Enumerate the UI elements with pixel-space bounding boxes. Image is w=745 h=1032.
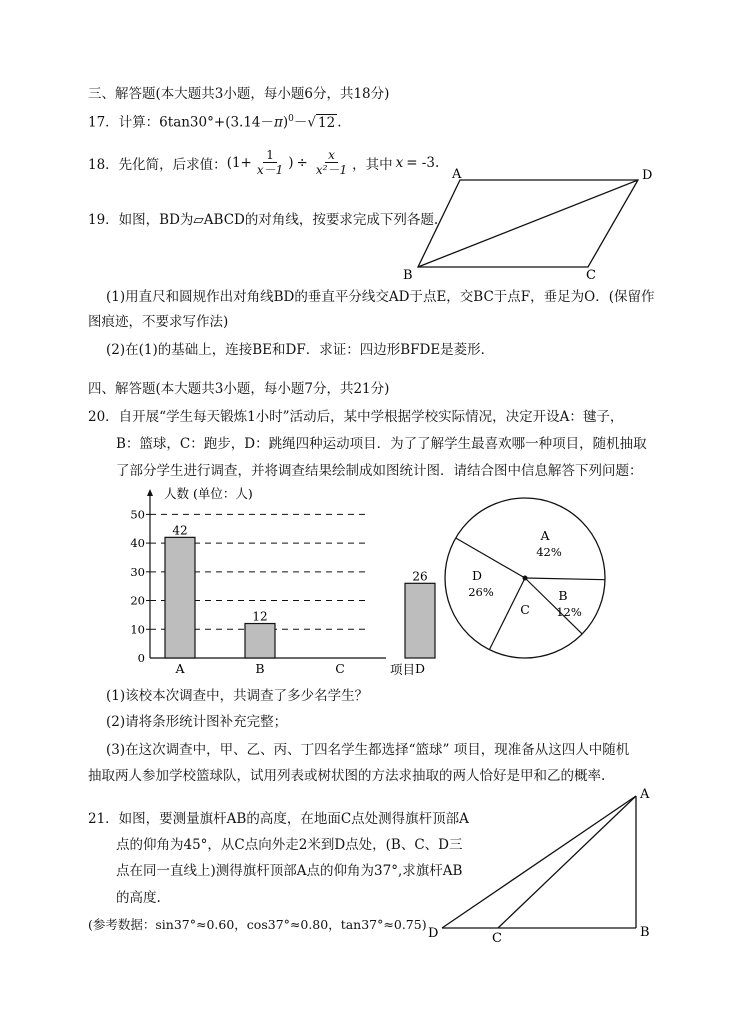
- q19-text: 19．如图，BD为▱ABCD的对角线，按要求完成下列各题.: [88, 212, 439, 228]
- line-da: [442, 796, 636, 928]
- pie-slice-percent-b: 12%: [556, 605, 582, 619]
- q21-line2: 点的仰角为45°，从C点向外走2米到D点处，(B、C、D三: [116, 837, 463, 853]
- pie-slice-label-c: C: [520, 602, 530, 617]
- q18-paren-open: (1+: [226, 154, 252, 171]
- q20-q2: (2)请将条形统计图补充完整；: [106, 714, 288, 730]
- y-tick-label: 30: [130, 564, 145, 579]
- q18-fraction-2: [313, 148, 350, 177]
- label-d: D: [642, 168, 653, 183]
- q17-sqrt: 12: [318, 114, 336, 131]
- q19-part1-line1: (1)用直尺和圆规作出对角线BD的垂直平分线交AD于点E，交BC于点F，垂足为O．(保留作: [106, 289, 655, 305]
- y-axis-title: 人数 (单位：人): [164, 486, 253, 501]
- parallelogram-figure: [390, 160, 670, 285]
- q17: [88, 110, 342, 132]
- label-a: A: [452, 167, 462, 182]
- q18-div: ÷: [296, 154, 308, 171]
- q20-line2: B：篮球，C：跑步，D：跳绳四种运动项目．为了了解学生最喜欢哪一种项目，随机抽取: [116, 436, 647, 452]
- x-tick-label: D: [414, 661, 426, 676]
- q18: [88, 148, 439, 177]
- q20-q1: (1)该校本次调查中，共调查了多少名学生？: [106, 688, 369, 704]
- line-ca: [498, 796, 636, 928]
- q17-paren: (3.14－: [225, 114, 275, 131]
- q18-fraction-1: [254, 148, 286, 177]
- bar-d: [405, 583, 435, 658]
- pie-slice-label-d: D: [471, 568, 483, 583]
- bar-chart: [120, 480, 428, 680]
- q17-paren-close: ): [282, 114, 289, 131]
- q18-frac1-num: 1: [263, 148, 277, 163]
- pie-slice-label-a: A: [540, 528, 550, 543]
- q20-line3: 了部分学生进行调查，并将调查结果绘制成如图统计图．请结合图中信息解答下列问题：: [116, 463, 643, 479]
- bar-value-label: 12: [252, 609, 268, 624]
- label-a: A: [640, 787, 650, 802]
- pie-boundary: [456, 538, 525, 578]
- bar-value-label: 26: [412, 569, 428, 584]
- q17-exp: 0: [288, 114, 294, 124]
- label-d: D: [428, 926, 439, 941]
- y-tick-label: 40: [130, 536, 145, 551]
- pie-chart: [440, 490, 615, 670]
- y-axis-arrow: [147, 489, 153, 496]
- q21-line3: 点在同一直线上)测得旗杆顶部A点的仰角为37°,求旗杆AB: [116, 863, 463, 879]
- q21-line4: 的高度.: [116, 890, 161, 906]
- label-b: B: [640, 925, 650, 940]
- q18-x-var: x: [395, 154, 404, 171]
- q21-line1: 21．如图，要测量旗杆AB的高度，在地面C点处测得旗杆顶部A: [88, 811, 469, 827]
- q17-end: .: [337, 114, 342, 131]
- q18-frac2-den: x²－1: [315, 163, 348, 177]
- section3-heading: 三、解答题(本大题共3小题，每小题6分，共18分): [88, 86, 390, 102]
- x-tick-label: C: [335, 661, 345, 676]
- label-c: C: [586, 268, 596, 283]
- pie-slice-percent-a: 42%: [536, 545, 562, 559]
- label-b: B: [403, 268, 413, 283]
- q18-suffix: ，其中: [352, 156, 393, 173]
- q18-prefix: 18．先化简，后求值：: [88, 156, 227, 173]
- y-tick-label: 20: [130, 593, 145, 608]
- q18-x-val: = -3.: [406, 154, 440, 171]
- q20-q3-line2: 抽取两人参加学校篮球队，试用列表或树状图的方法求抽取的两人恰好是甲和乙的概率.: [88, 768, 606, 784]
- q17-pi: π: [274, 114, 283, 131]
- bar-a: [165, 537, 195, 658]
- flagpole-figure: [420, 782, 660, 947]
- pie-boundary: [525, 578, 605, 580]
- bar-b: [245, 624, 275, 658]
- q17-text: 17．计算：6tan30°+: [88, 114, 226, 131]
- q18-frac2-num: x: [325, 148, 338, 163]
- q17-minus: －: [293, 114, 308, 131]
- q18-paren-close: ): [288, 154, 294, 171]
- x-tick-label: A: [175, 661, 185, 676]
- label-c: C: [492, 931, 502, 946]
- q19-part2: (2)在(1)的基础上，连接BE和DF．求证：四边形BFDE是菱形．: [106, 342, 495, 358]
- y-tick-label: 50: [130, 507, 145, 522]
- x-axis-title: 项目: [390, 662, 416, 677]
- bar-value-label: 42: [172, 523, 188, 538]
- diagonal-bd: [418, 180, 638, 267]
- q20-q3-line1: (3)在这次调查中，甲、乙、丙、丁四名学生都选择“篮球” 项目，现准备从这四人中随机: [106, 742, 630, 758]
- pie-slice-label-b: B: [558, 588, 568, 603]
- q18-frac1-den: x－1: [256, 163, 284, 177]
- sqrt-sign: √: [307, 114, 317, 131]
- q21-ref: (参考数据：sin37°≈0.60，cos37°≈0.80，tan37°≈0.75): [88, 917, 427, 932]
- section4-heading: 四、解答题(本大题共3小题，每小题7分，共21分): [88, 381, 390, 397]
- x-tick-label: B: [255, 661, 265, 676]
- pie-slice-percent-d: 26%: [468, 585, 494, 599]
- y-tick-label: 0: [137, 651, 145, 665]
- y-tick-label: 10: [130, 622, 145, 637]
- q19-part1-line2: 图痕迹，不要求写作法): [88, 314, 229, 330]
- q20-line1: 20．自开展“学生每天锻炼1小时”活动后，某中学根据学校实际情况，决定开设A：毽子，: [88, 409, 624, 425]
